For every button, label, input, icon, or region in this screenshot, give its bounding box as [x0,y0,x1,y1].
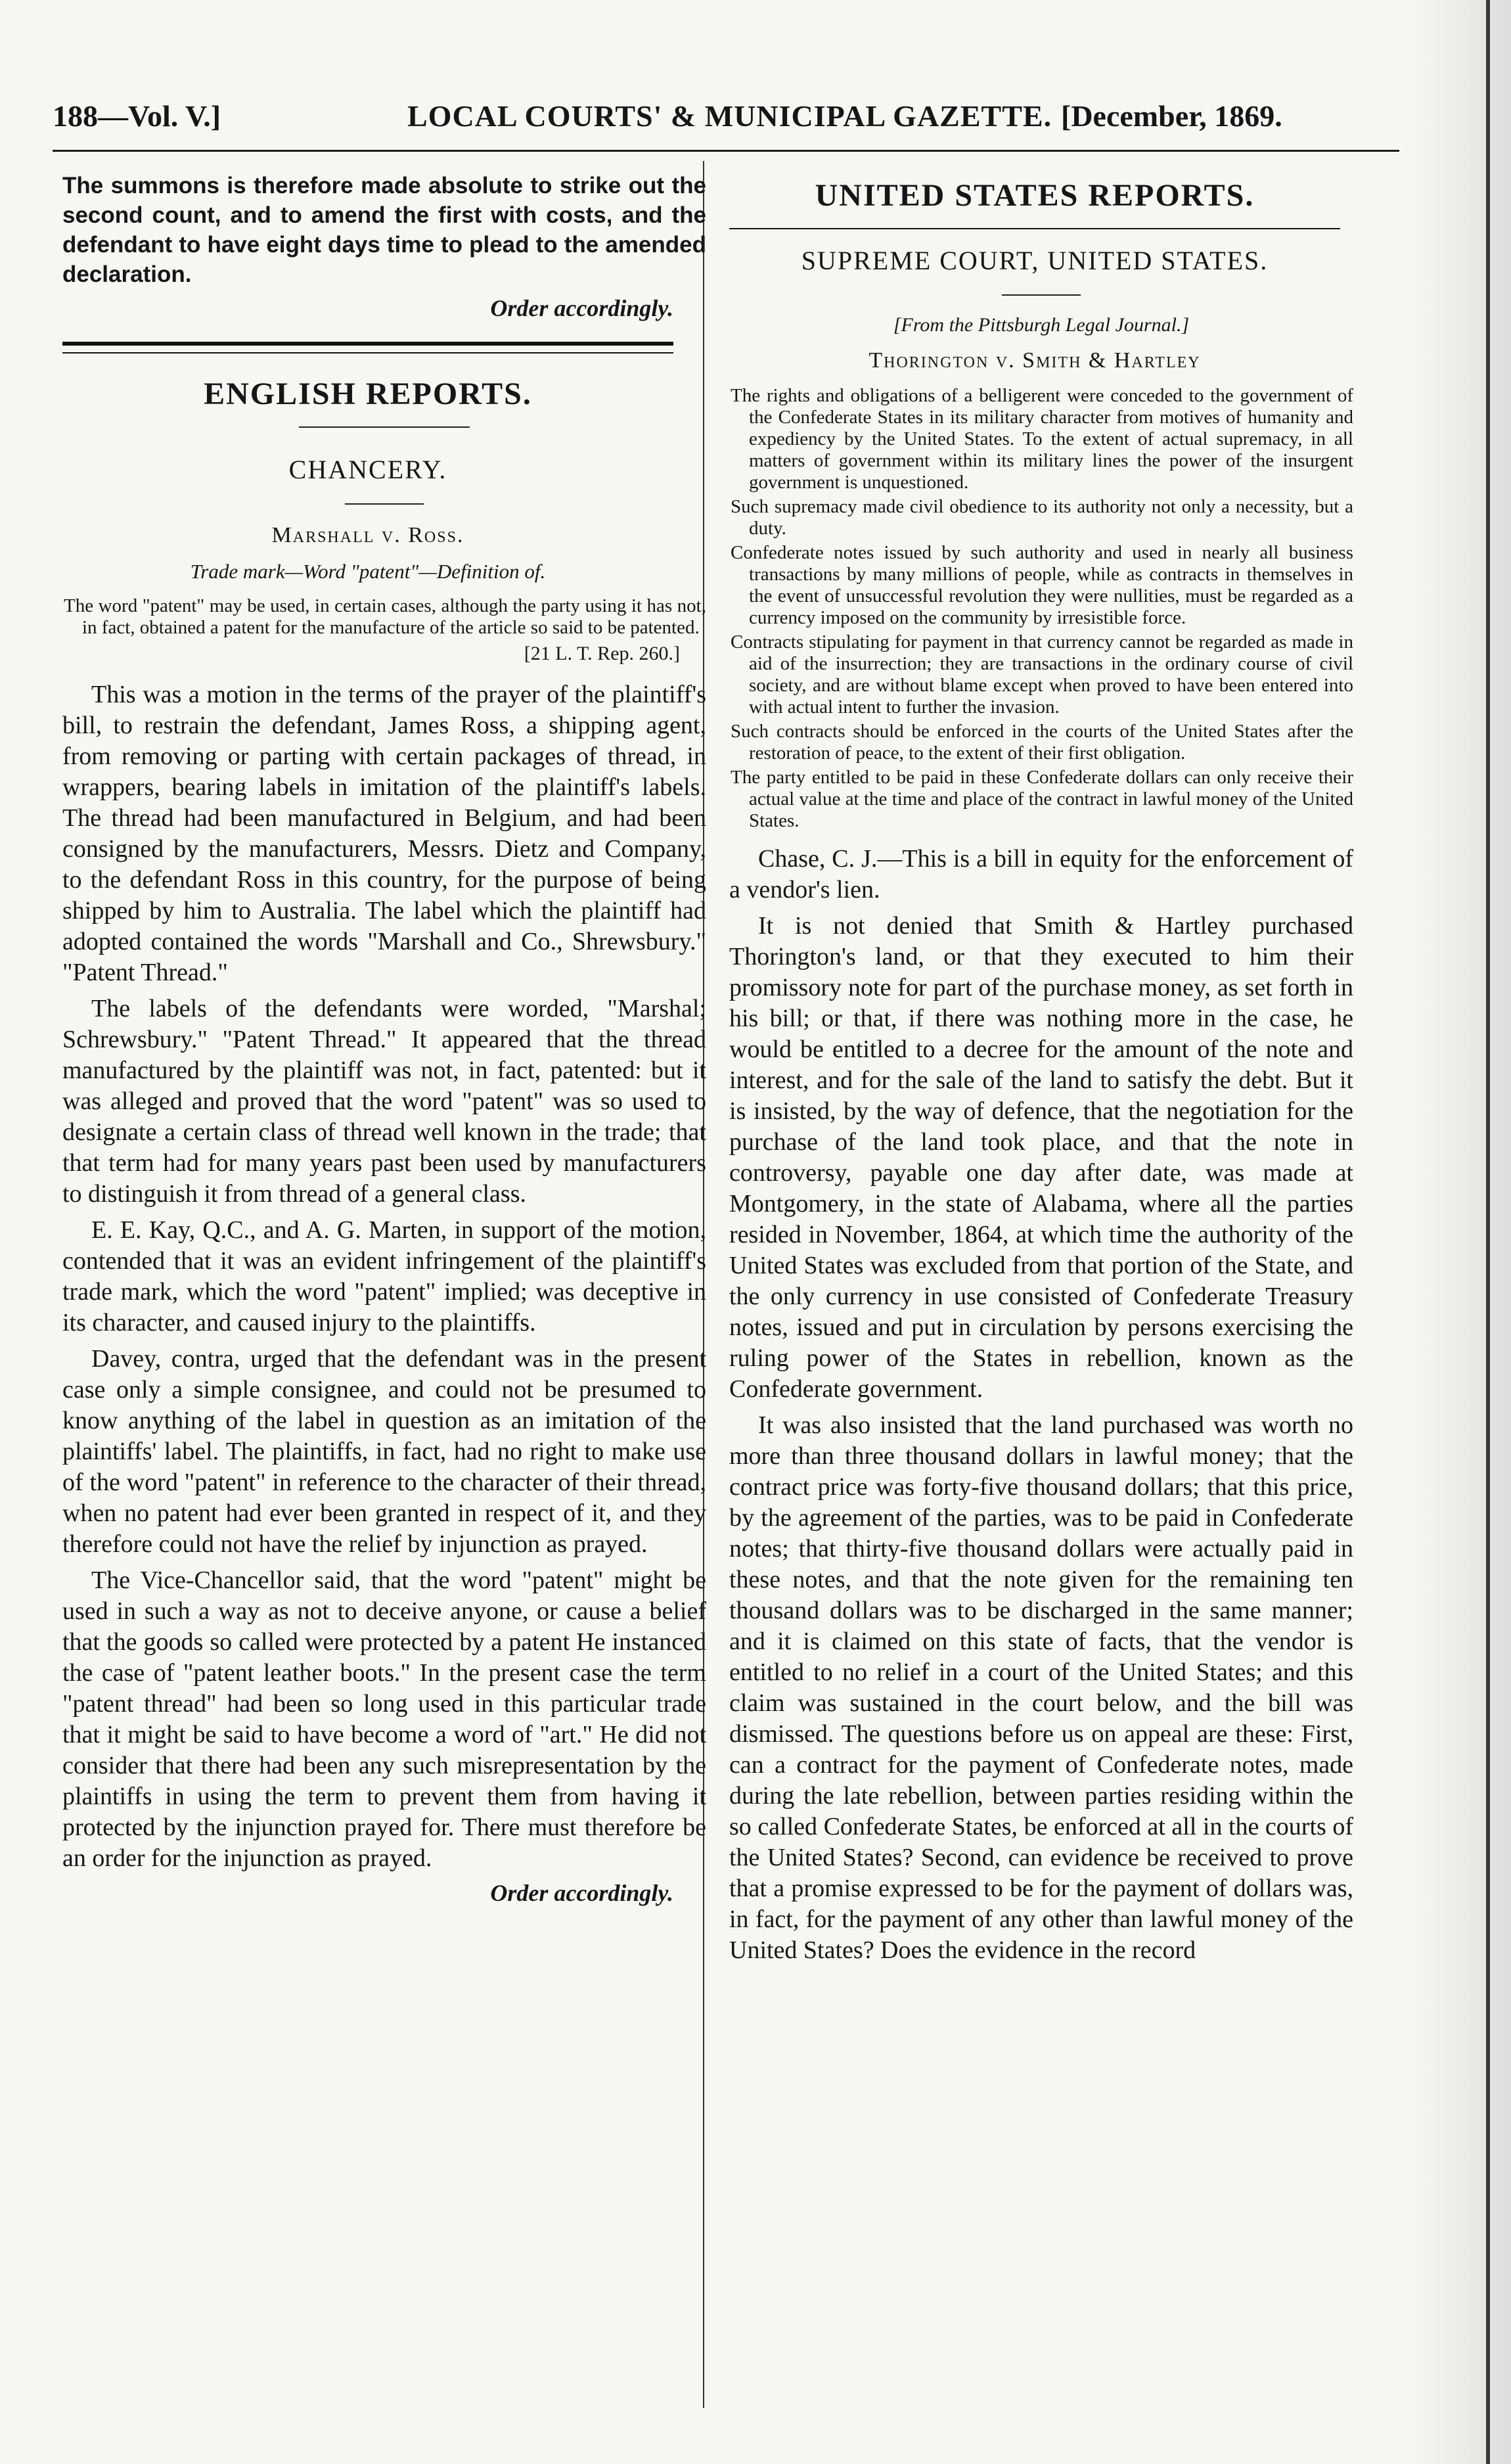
section-rule [729,228,1340,232]
divider-rule [299,426,470,428]
court-name: SUPREME COURT, UNITED STATES. [801,246,1269,275]
left-column [62,171,706,2405]
case-name: Thorington v. Smith & Hartley [868,348,1201,373]
paragraph: This was a motion in the terms of the prayer of the plaintiff's bill, to restrain the defendant, James Ross, a shipping agent, from removing or parting with certain packages of thread, in wrappers, bearing labels in imitation of the plaintiff's labels. The thread had been manufactured in Belgium, and had been consigned by the manufacturers, Messrs. Dietz and Company, to the defendant Ross in this country, for the purpose of being shipped by him to Australia. The label which the plaintiff had adopted contained the words "Marshall and Co., Shrewsbury." "Patent Thread." [62,681,706,986]
paragraph: The Vice-Chancellor said, that the word "patent" might be used in such a way as not to deceive anyone, or cause a belief that the goods so called were protected by a patent He instanced the case of "patent leather boots." In the present case the term "patent thread" had been so long used in this particular trade that it might be said to have become a word of "art." He did not consider that there had been any such misrepresentation by the plaintiffs in using the term to prevent them from having it protected by the injunction prayed for. There must therefore be an order for the injunction as prayed. [62,1566,706,1872]
paragraph: Chase, C. J.—This is a bill in equity for the enforcement of a vendor's lien. [729,845,1353,903]
paragraph: Davey, contra, urged that the defendant was in the present case only a simple consignee, and could not be presumed to know anything of the label in question as an imitation of the plaintiffs' label. The plaintiffs, in fact, had no right to make use of the word "patent" in reference to the character of their thread, when no patent had ever been granted in respect of it, and they therefore could not have the relief by injunction as prayed. [62,1345,706,1558]
paragraph: The labels of the defendants were worded, "Marshal; Schrewsbury." "Patent Thread." It appeared that the thread manufactured by the plaintiff was not, in fact, patented: but it was alleged and proved that the word "patent" was so used to designate a certain class of thread well known in the trade; that that term had for many years past been used by manufacturers to distinguish it from thread of a general class. [62,995,706,1208]
source-note: [From the Pittsburgh Legal Journal.] [893,314,1190,336]
paragraph: It is not denied that Smith & Hartley purchased Thorington's land, or that they executed to him their promissory note for part of the purchase money, as set forth in his bill; or that, if there was nothing more in the case, he would be entitled to a decree for the amount of the note and interest, and for the sale of the land to satisfy the debt. But it is insisted, by the way of defence, that the negotiation for the purchase of the land took place, and that the note in controversy, payable one day after date, was made at Montgomery, in the state of Alabama, where all the parties resided in November, 1864, at which time the authority of the United States was excluded from that portion of the State, and the only currency in use consisted of Confederate Treasury notes, issued and put in circulation by persons exercising the ruling power of the States in rebellion, known as the Confederate government. [729,912,1353,1403]
order-accordingly: Order accordingly. [490,295,673,321]
paragraph: E. E. Kay, Q.C., and A. G. Marten, in support of the motion, contended that it was an evident infringement of the plaintiff's trade mark, which the word "patent" implied; was deceptive in its character, and caused injury to the plaintiffs. [62,1216,706,1336]
case-subject: Trade mark—Word "patent"—Definition of. [190,560,546,583]
page-edge-shadow [1406,0,1511,2464]
headnote: The party entitled to be paid in these Confederate dollars can only receive their actual value at the time and place of the contract in lawful money of the United States. [731,767,1353,831]
header-rule [53,150,1399,152]
headnote: Such supremacy made civil obedience to its authority not only a necessity, but a duty. [731,496,1353,539]
right-column [729,171,1353,2405]
section-title-english-reports: ENGLISH REPORTS. [204,376,532,411]
headnote: The word "patent" may be used, in certain cases, although the party using it has not, in fact, obtained a patent for the manufacture of the article so said to be patented. [64,595,706,638]
gazette-title: LOCAL COURTS' & MUNICIPAL GAZETTE. [407,99,1052,133]
headnote: The rights and obligations of a belligerent were conceded to the government of the Confederate States in its military character from motives of humanity and expediency by the United States. To the extent of actual supremacy, in all matters of government within its military lines the power of the insurgent government is unquestioned. [731,385,1353,493]
order-accordingly: Order accordingly. [490,1880,673,1906]
intro-paragraph: The summons is therefore made absolute to strike out the second count, and to amend the first with costs, and the defendant to have eight days time to plead to the amended declaration. [62,173,706,287]
citation: [21 L. T. Rep. 260.] [524,643,680,664]
divider-rule [345,503,424,505]
divider-rule [1002,294,1081,296]
headnote: Confederate notes issued by such authority and used in nearly all business transactions by many millions of people, while as contracts in themselves in the event of unsuccessful revolution they were nullities, must be regarded as a currency imposed on the community by irresistible force. [731,542,1353,628]
section-title-united-states-reports: UNITED STATES REPORTS. [815,178,1255,213]
issue-date: [December, 1869. [1061,99,1282,133]
binding-edge [1486,0,1490,2464]
page-volume: 188—Vol. V.] [53,99,221,133]
paragraph: It was also insisted that the land purchased was worth no more than three thousand dollars in lawful money; that the contract price was forty-five thousand dollars; that this price, by the agreement of the parties, was to be paid in Confederate notes; that thirty-five thousand dollars were actually paid in these notes, and that the note given for the remaining ten thousand dollars was to be discharged in the same manner; and it is claimed on this state of facts, that the vendor is entitled to no relief in a court of the United States; and this claim was sustained in the court below, and the bill was dismissed. The questions before us on appeal are these: First, can a contract for the payment of Confederate notes, made during the late rebellion, between parties residing within the so called Confederate States, be enforced at all in the courts of the United States? Second, can evidence be received to prove that a promise expressed to be for the payment of dollars was, in fact, for the payment of any other than lawful money of the United States? Does the evidence in the record [729,1411,1353,1964]
headnote: Such contracts should be enforced in the courts of the United States after the restoration of peace, to the extent of their first obligation. [731,721,1353,764]
running-head [53,99,1399,145]
case-name: Marshall v. Ross. [271,523,464,547]
headnote: Contracts stipulating for payment in that currency cannot be regarded as made in aid of the insurrection; they are transactions in the ordinary course of civil society, and are without blame except when proved to have been entered into with actual intent to further the invasion. [731,631,1353,718]
court-name: CHANCERY. [288,455,447,484]
section-rule [62,342,673,354]
